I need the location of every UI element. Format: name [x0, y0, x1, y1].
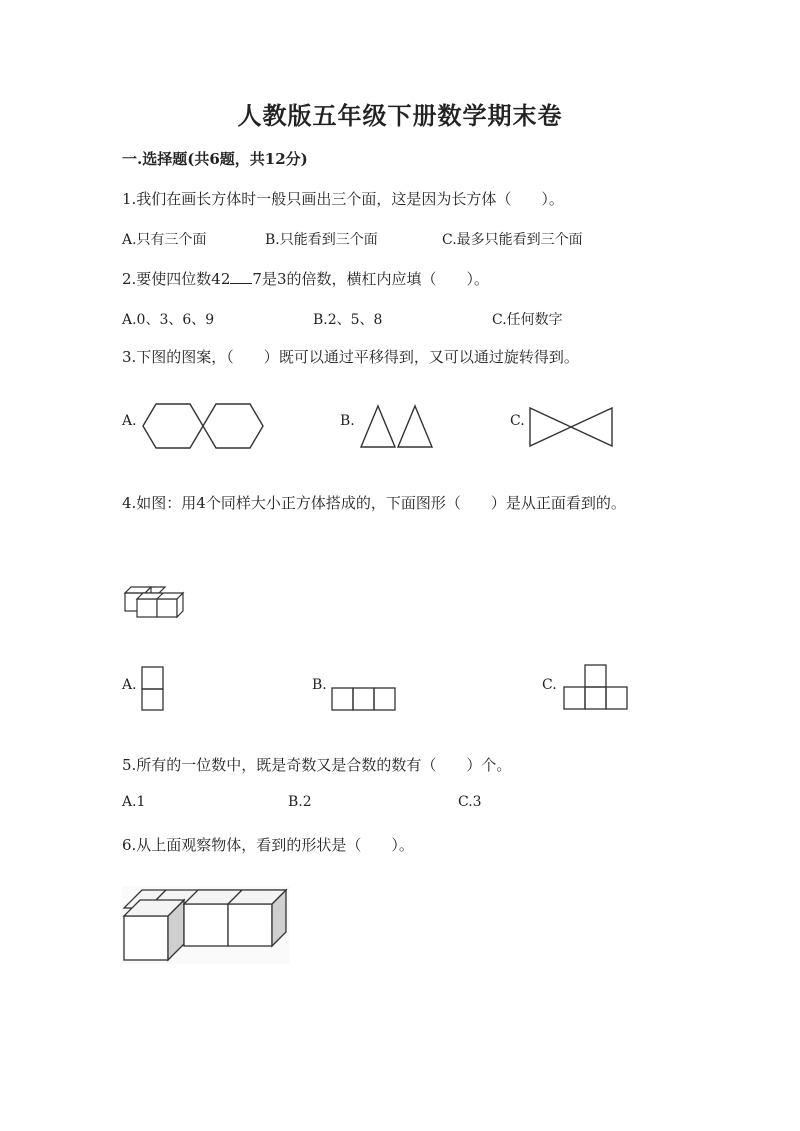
question-2-option-b: B.2、5、8	[313, 312, 383, 328]
question-1-option-c: C.最多只能看到三个面	[442, 232, 583, 248]
question-3-option-a: A.	[122, 413, 137, 429]
question-1-stem: 1.我们在画长方体时一般只画出三个面，这是因为长方体（ ）。	[122, 190, 564, 208]
question-4-option-b: B.	[312, 677, 327, 693]
question-3-option-c: C.	[510, 413, 525, 429]
bowtie-figure	[528, 406, 614, 448]
question-3-option-b: B.	[340, 413, 355, 429]
front-view-option-b-figure	[330, 686, 398, 714]
question-2-stem-part-b: 7是3的倍数，横杠内应填（ ）。	[252, 270, 489, 288]
question-1-option-b: B.只能看到三个面	[265, 232, 378, 248]
question-6-stem: 6.从上面观察物体，看到的形状是（ ）。	[122, 836, 414, 854]
section-heading: 一.选择题(共6题，共12分)	[122, 150, 308, 168]
question-4-stem: 4.如图：用4个同样大小正方体搭成的，下面图形（ ）是从正面看到的。	[122, 494, 626, 512]
four-cube-stack-figure	[123, 585, 187, 621]
question-2-stem	[122, 268, 489, 289]
question-3-stem: 3.下图的图案，（ ）既可以通过平移得到，又可以通过旋转得到。	[122, 348, 579, 366]
front-view-option-a-figure	[140, 665, 166, 713]
front-view-option-c-figure	[561, 663, 631, 713]
question-2-option-a: A.0、3、6、9	[122, 312, 215, 328]
question-4-option-c: C.	[542, 677, 557, 693]
three-cube-row-figure	[122, 886, 290, 964]
double-hexagon-figure	[140, 402, 268, 450]
question-5-option-b: B.2	[288, 794, 312, 810]
question-1-option-a: A.只有三个面	[122, 232, 207, 248]
question-2-option-c: C.任何数字	[492, 312, 563, 328]
question-4-option-a: A.	[122, 677, 137, 693]
question-5-stem: 5.所有的一位数中，既是奇数又是合数的数有（ ）个。	[122, 756, 512, 774]
question-2-stem-part-a: 2.要使四位数42	[122, 270, 231, 288]
question-5-option-c: C.3	[458, 794, 482, 810]
question-5-option-a: A.1	[122, 794, 146, 810]
answer-blank-line	[230, 269, 252, 284]
page-title: 人教版五年级下册数学期末卷	[237, 101, 563, 130]
double-triangle-figure	[358, 402, 438, 450]
